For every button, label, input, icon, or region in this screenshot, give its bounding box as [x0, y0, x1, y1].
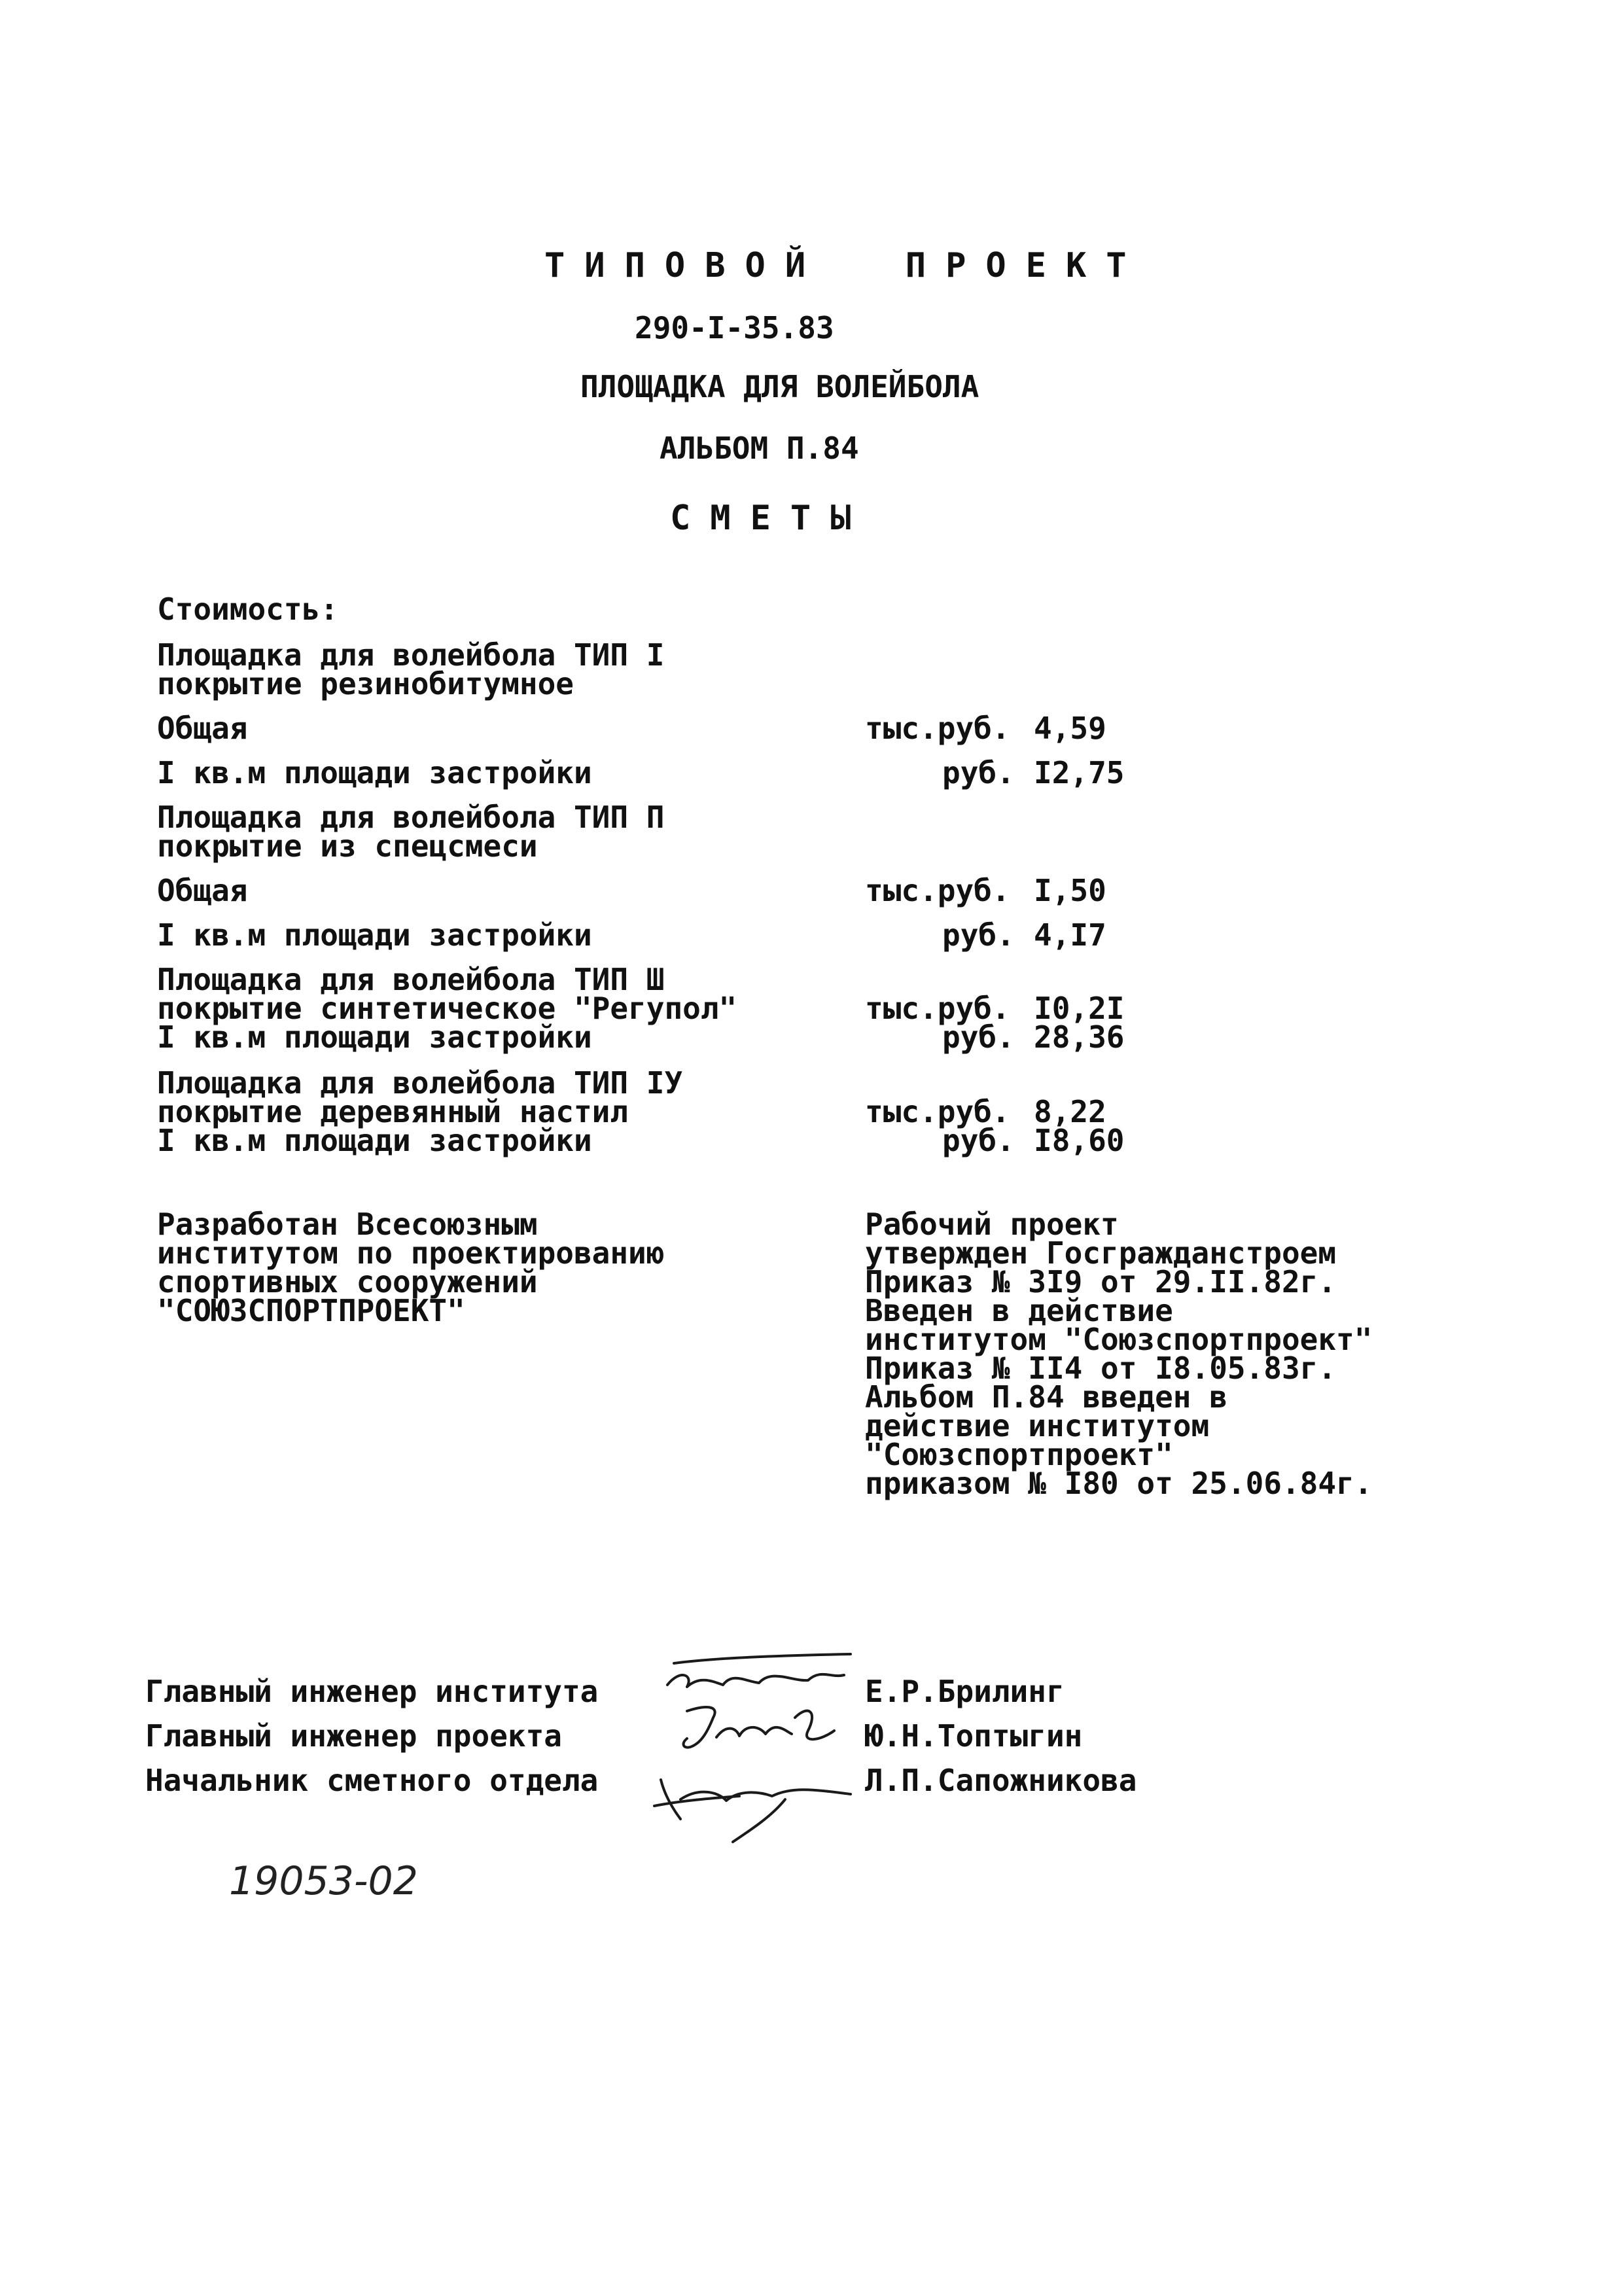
type3-sqm-label: I кв.м площади застройки: [157, 1019, 592, 1055]
signature-3-image: [635, 1760, 857, 1845]
type4-coating: покрытие деревянный настил: [157, 1094, 629, 1129]
handwritten-inventory-number: 19053-02: [229, 1858, 418, 1904]
type1-sqm-value: I2,75: [1034, 755, 1125, 790]
developer-line-1: Разработан Всесоюзным: [157, 1207, 538, 1242]
type4-total-value: 8,22: [1034, 1094, 1106, 1129]
type3-total-value: I0,2I: [1034, 991, 1125, 1026]
project-type-heading: ТИПОВОЙ ПРОЕКТ: [544, 246, 1146, 285]
type2-sqm-label: I кв.м площади застройки: [157, 917, 592, 953]
type2-coating: покрытие из спецсмеси: [157, 828, 538, 864]
approval-line-5: институтом "Союзспортпроект": [865, 1322, 1373, 1357]
type4-total-unit: тыс.руб.: [865, 1094, 1010, 1129]
type1-title: Площадка для волейбола ТИП I: [157, 637, 665, 673]
type1-total-unit: тыс.руб.: [865, 711, 1010, 746]
type1-sqm-unit: руб.: [942, 755, 1015, 790]
type1-sqm-label: I кв.м площади застройки: [157, 755, 592, 790]
approval-line-8: действие институтом: [865, 1408, 1210, 1443]
type2-total-value: I,50: [1034, 873, 1106, 908]
signature-2-image: [661, 1698, 857, 1757]
developer-line-3: спортивных сооружений: [157, 1264, 538, 1299]
album-label: АЛЬБОМ П.84: [660, 431, 859, 466]
signer-name-1: Е.Р.Брилинг: [865, 1674, 1065, 1709]
type1-total-label: Общая: [157, 711, 248, 746]
type1-total-value: 4,59: [1034, 711, 1106, 746]
type4-sqm-value: I8,60: [1034, 1123, 1125, 1158]
project-name: ПЛОЩАДКА ДЛЯ ВОЛЕЙБОЛА: [580, 369, 979, 404]
type2-title: Площадка для волейбола ТИП П: [157, 800, 665, 835]
approval-line-10: приказом № I80 от 25.06.84г.: [865, 1466, 1373, 1501]
type3-coating: покрытие синтетическое "Регупол": [157, 991, 737, 1026]
type2-sqm-unit: руб.: [942, 917, 1015, 953]
signer-name-2: Ю.Н.Топтыгин: [865, 1718, 1083, 1754]
developer-line-4: "СОЮЗСПОРТПРОЕКТ": [157, 1293, 465, 1328]
approval-line-6: Приказ № II4 от I8.05.83г.: [865, 1351, 1337, 1386]
type3-sqm-unit: руб.: [942, 1019, 1015, 1055]
approval-line-9: "Союзспортпроект": [865, 1437, 1173, 1472]
type3-total-unit: тыс.руб.: [865, 991, 1010, 1026]
type2-total-label: Общая: [157, 873, 248, 908]
approval-line-1: Рабочий проект: [865, 1207, 1119, 1242]
type3-title: Площадка для волейбола ТИП Ш: [157, 962, 665, 997]
approval-line-3: Приказ № 3I9 от 29.II.82г.: [865, 1264, 1337, 1299]
section-heading: СМЕТЫ: [670, 499, 871, 538]
signer-role-2: Главный инженер проекта: [145, 1718, 562, 1754]
type1-coating: покрытие резинобитумное: [157, 666, 574, 701]
type4-sqm-label: I кв.м площади застройки: [157, 1123, 592, 1158]
type2-sqm-value: 4,I7: [1034, 917, 1106, 953]
signer-name-3: Л.П.Сапожникова: [865, 1763, 1137, 1798]
developer-line-2: институтом по проектированию: [157, 1235, 665, 1271]
cost-title: Стоимость:: [157, 592, 338, 627]
signer-role-3: Начальник сметного отдела: [145, 1763, 599, 1798]
approval-line-4: Введен в действие: [865, 1293, 1173, 1328]
type2-total-unit: тыс.руб.: [865, 873, 1010, 908]
type4-title: Площадка для волейбола ТИП IУ: [157, 1065, 683, 1101]
signer-role-1: Главный инженер института: [145, 1674, 599, 1709]
approval-line-2: утвержден Госгражданстроем: [865, 1235, 1337, 1271]
project-code: 290-I-35.83: [635, 310, 834, 345]
signature-1-image: [661, 1649, 857, 1701]
approval-line-7: Альбом П.84 введен в: [865, 1379, 1227, 1415]
type3-sqm-value: 28,36: [1034, 1019, 1125, 1055]
type4-sqm-unit: руб.: [942, 1123, 1015, 1158]
